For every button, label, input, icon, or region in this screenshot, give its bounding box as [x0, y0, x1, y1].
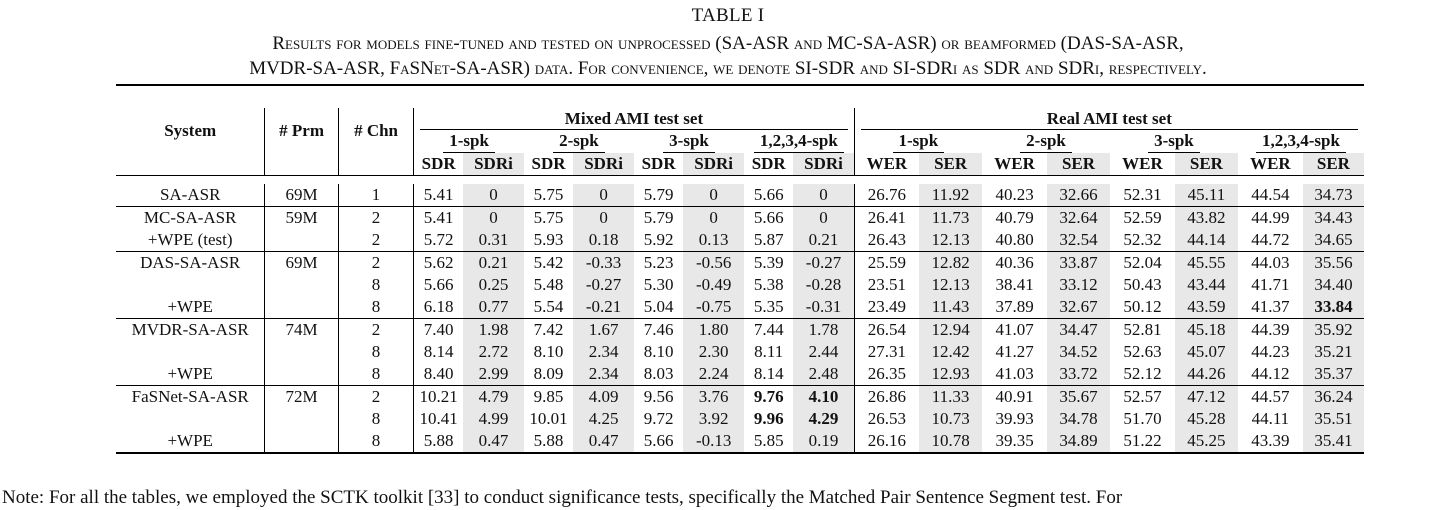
- table-label: TABLE I: [691, 5, 765, 26]
- sdri-cell: 0.25: [463, 274, 524, 296]
- sdr-cell: 5.04: [643, 297, 674, 316]
- wer-cell: 50.43: [1123, 275, 1162, 294]
- wer-cell: 52.59: [1110, 207, 1175, 230]
- header-sdri: SDRi: [573, 153, 634, 176]
- sdri-cell: 0.47: [463, 430, 524, 453]
- ser-cell: 33.84: [1303, 296, 1364, 319]
- header-wer: WER: [994, 154, 1035, 173]
- sdri-cell: 4.10: [793, 386, 854, 409]
- wer-cell: 27.31: [867, 342, 907, 361]
- sdr-cell: 5.39: [744, 252, 793, 275]
- sdr-cell: 5.41: [414, 184, 463, 207]
- wer-cell: 52.04: [1110, 252, 1175, 275]
- sdri-cell: -0.27: [793, 252, 854, 275]
- prm-cell: [265, 363, 338, 386]
- sdri-cell: 2.72: [463, 341, 524, 363]
- table-row: [116, 319, 1364, 342]
- wer-cell: 41.71: [1251, 275, 1290, 294]
- ser-cell: 33.12: [1047, 274, 1110, 296]
- table-row: [116, 296, 1364, 319]
- sdr-cell: 5.66: [634, 430, 683, 453]
- sdri-cell: 2.34: [573, 363, 634, 386]
- chn-cell: 8: [338, 296, 414, 319]
- ser-cell: 34.65: [1303, 229, 1364, 252]
- system-cell: [116, 408, 265, 430]
- sdri-cell: 2.99: [463, 363, 524, 386]
- sdr-cell: 9.76: [744, 386, 793, 409]
- sdr-cell: 9.72: [643, 409, 674, 428]
- sdr-cell: 5.41: [414, 207, 463, 230]
- sdr-cell: 5.79: [634, 207, 683, 230]
- header-real-3spk: 3-spk: [1148, 130, 1200, 153]
- sdr-cell: 5.85: [744, 430, 793, 453]
- sdr-cell: 10.01: [529, 409, 568, 428]
- sdr-cell: 5.48: [533, 275, 564, 294]
- ser-cell: 45.11: [1175, 184, 1238, 207]
- header-mixed-1spk: 1-spk: [443, 130, 495, 153]
- table-caption-line-1: Results for models fine-tuned and tested on unprocessed (SA-ASR and MC-SA-ASR) or beamformed (DAS-SA-ASR,: [272, 33, 1184, 54]
- wer-cell: 51.22: [1110, 430, 1175, 453]
- ser-cell: 35.67: [1047, 386, 1110, 409]
- ser-cell: 12.13: [919, 274, 982, 296]
- sdr-cell: 5.88: [414, 430, 463, 453]
- ser-cell: 35.37: [1303, 363, 1364, 386]
- sdr-cell: 8.14: [753, 364, 784, 383]
- sdr-cell: 10.21: [414, 386, 463, 409]
- sdri-cell: 2.44: [793, 341, 854, 363]
- wer-cell: 44.72: [1251, 230, 1290, 249]
- ser-cell: 12.13: [919, 229, 982, 252]
- sdri-cell: 0: [463, 184, 524, 207]
- sdr-cell: 5.62: [414, 252, 463, 275]
- header-wer: WER: [1122, 154, 1163, 173]
- sdri-cell: -0.75: [683, 296, 744, 319]
- wer-cell: 26.53: [867, 409, 907, 428]
- chn-cell: 2: [338, 319, 414, 342]
- wer-cell: 40.23: [995, 185, 1034, 204]
- ser-cell: 32.54: [1047, 229, 1110, 252]
- wer-cell: 26.35: [867, 364, 907, 383]
- ser-cell: 32.64: [1047, 207, 1110, 230]
- header-system: System: [164, 120, 217, 140]
- ser-cell: 35.92: [1303, 319, 1364, 342]
- header-sdr: SDR: [751, 154, 786, 173]
- ser-cell: 34.40: [1303, 274, 1364, 296]
- prm-cell: [265, 341, 338, 363]
- sdri-cell: 0: [573, 207, 634, 230]
- wer-cell: 26.86: [854, 386, 919, 409]
- wer-cell: 38.41: [995, 275, 1034, 294]
- ser-cell: 12.94: [919, 319, 982, 342]
- header-mixed-2spk: 2-spk: [553, 130, 605, 153]
- ser-cell: 11.43: [919, 296, 982, 319]
- ser-cell: 35.51: [1303, 408, 1364, 430]
- header-ser: SER: [1047, 153, 1110, 176]
- ser-cell: 47.12: [1175, 386, 1238, 409]
- ser-cell: 11.92: [919, 184, 982, 207]
- wer-cell: 40.36: [982, 252, 1047, 275]
- system-cell: MVDR-SA-ASR: [116, 319, 265, 342]
- system-cell: [116, 274, 265, 296]
- table-row: [116, 341, 1364, 363]
- header-sdri: SDRi: [463, 153, 524, 176]
- wer-cell: 52.81: [1110, 319, 1175, 342]
- sdr-cell: 8.10: [643, 342, 674, 361]
- chn-cell: 8: [338, 274, 414, 296]
- sdri-cell: 1.80: [683, 319, 744, 342]
- ser-cell: 11.73: [919, 207, 982, 230]
- ser-cell: 12.93: [919, 363, 982, 386]
- system-cell: +WPE: [167, 297, 213, 316]
- sdr-cell: 5.66: [414, 274, 463, 296]
- system-cell: +WPE (test): [147, 230, 233, 249]
- ser-cell: 34.73: [1303, 184, 1364, 207]
- chn-cell: 8: [338, 408, 414, 430]
- wer-cell: 41.07: [982, 319, 1047, 342]
- table-row: [116, 363, 1364, 386]
- system-cell: DAS-SA-ASR: [116, 252, 265, 275]
- sdr-cell: 9.96: [753, 409, 784, 428]
- prm-cell: 72M: [265, 386, 338, 409]
- table-row: [116, 408, 1364, 430]
- sdr-cell: 9.85: [524, 386, 573, 409]
- system-cell: MC-SA-ASR: [116, 207, 265, 230]
- wer-cell: 40.91: [982, 386, 1047, 409]
- chn-cell: 2: [338, 207, 414, 230]
- header-ser: SER: [1175, 153, 1238, 176]
- ser-cell: 44.26: [1175, 363, 1238, 386]
- sdri-cell: 0.31: [463, 229, 524, 252]
- header-sdri: SDRi: [683, 153, 744, 176]
- sdri-cell: 0: [463, 207, 524, 230]
- ser-cell: 32.67: [1047, 296, 1110, 319]
- system-cell: FaSNet-SA-ASR: [116, 386, 265, 409]
- sdri-cell: 0.47: [573, 430, 634, 453]
- table-caption-line-2: MVDR-SA-ASR, FaSNet-SA-ASR) data. For convenience, we denote SI-SDR and SI-SDRi as SDR and SDRi, respectively.: [249, 58, 1207, 79]
- chn-cell: 8: [338, 363, 414, 386]
- sdr-cell: 5.72: [414, 229, 463, 252]
- table-row: [116, 207, 1364, 230]
- header-prm: # Prm: [265, 108, 338, 153]
- wer-cell: 39.93: [995, 409, 1034, 428]
- prm-cell: [265, 408, 338, 430]
- sdri-cell: 0: [683, 184, 744, 207]
- sdr-cell: 7.46: [634, 319, 683, 342]
- sdr-cell: 5.92: [643, 230, 674, 249]
- ser-cell: 45.28: [1175, 408, 1238, 430]
- sdr-cell: 5.54: [533, 297, 564, 316]
- header-chn: # Chn: [338, 108, 414, 153]
- ser-cell: 34.43: [1303, 207, 1364, 230]
- sdri-cell: -0.49: [683, 274, 744, 296]
- ser-cell: 33.72: [1047, 363, 1110, 386]
- sdr-cell: 5.79: [643, 185, 674, 204]
- header-sdri: SDRi: [793, 153, 854, 176]
- sdri-cell: 1.67: [573, 319, 634, 342]
- ser-cell: 10.73: [919, 408, 982, 430]
- sdr-cell: 8.14: [414, 341, 463, 363]
- sdr-cell: 8.10: [533, 342, 564, 361]
- wer-cell: 44.54: [1251, 185, 1290, 204]
- wer-cell: 52.12: [1123, 364, 1162, 383]
- sdri-cell: 3.76: [683, 386, 744, 409]
- ser-cell: 43.82: [1175, 207, 1238, 230]
- sdr-cell: 5.38: [753, 275, 784, 294]
- sdr-cell: 7.44: [744, 319, 793, 342]
- sdr-cell: 5.66: [744, 207, 793, 230]
- wer-cell: 51.70: [1123, 409, 1162, 428]
- prm-cell: [265, 274, 338, 296]
- sdri-cell: 4.09: [573, 386, 634, 409]
- wer-cell: 44.39: [1238, 319, 1303, 342]
- wer-cell: 44.99: [1238, 207, 1303, 230]
- header-wer: WER: [866, 154, 908, 173]
- ser-cell: 43.44: [1175, 274, 1238, 296]
- prm-cell: 69M: [265, 252, 338, 275]
- sdri-cell: 0: [573, 184, 634, 207]
- header-real-2spk: 2-spk: [1020, 130, 1072, 153]
- sdri-cell: -0.33: [573, 252, 634, 275]
- wer-cell: 44.23: [1251, 342, 1290, 361]
- wer-cell: 41.27: [995, 342, 1034, 361]
- table-row: [116, 430, 1364, 453]
- sdr-cell: 5.88: [524, 430, 573, 453]
- sdri-cell: -0.56: [683, 252, 744, 275]
- ser-cell: 34.52: [1047, 341, 1110, 363]
- sdri-cell: 3.92: [683, 408, 744, 430]
- ser-cell: 35.56: [1303, 252, 1364, 275]
- wer-cell: 40.79: [982, 207, 1047, 230]
- header-mixed-all: 1,2,3,4-spk: [754, 130, 844, 153]
- header-wer: WER: [1250, 154, 1291, 173]
- sdr-cell: 5.42: [524, 252, 573, 275]
- sdri-cell: 2.24: [683, 363, 744, 386]
- sdri-cell: -0.13: [683, 430, 744, 453]
- sdr-cell: 5.87: [753, 230, 784, 249]
- ser-cell: 45.55: [1175, 252, 1238, 275]
- wer-cell: 37.89: [995, 297, 1034, 316]
- prm-cell: [265, 229, 338, 252]
- sdr-cell: 10.41: [414, 408, 463, 430]
- prm-cell: 69M: [265, 184, 338, 207]
- table-row: [116, 184, 1364, 207]
- ser-cell: 33.87: [1047, 252, 1110, 275]
- prm-cell: [265, 430, 338, 453]
- sdri-cell: 2.34: [573, 341, 634, 363]
- prm-cell: 59M: [265, 207, 338, 230]
- header-real-all: 1,2,3,4-spk: [1256, 130, 1346, 153]
- wer-cell: 41.03: [995, 364, 1034, 383]
- sdr-cell: 5.23: [634, 252, 683, 275]
- ser-cell: 35.21: [1303, 341, 1364, 363]
- ser-cell: 35.41: [1303, 430, 1364, 453]
- sdr-cell: 5.75: [533, 185, 564, 204]
- wer-cell: 26.54: [854, 319, 919, 342]
- header-real-1spk: 1-spk: [893, 130, 945, 153]
- sdr-cell: 7.40: [414, 319, 463, 342]
- wer-cell: 39.35: [982, 430, 1047, 453]
- wer-cell: 41.37: [1251, 297, 1290, 316]
- footnote: Note: For all the tables, we employed the SCTK toolkit [33] to conduct significance tests, specifically the Matched Pair Sentence Segment test. For: [2, 487, 1123, 508]
- wer-cell: 40.80: [995, 230, 1034, 249]
- sdri-cell: 0.77: [463, 296, 524, 319]
- ser-cell: 45.18: [1175, 319, 1238, 342]
- wer-cell: 44.03: [1238, 252, 1303, 275]
- wer-cell: 26.43: [867, 230, 907, 249]
- sdri-cell: 4.29: [793, 408, 854, 430]
- sdri-cell: 2.30: [683, 341, 744, 363]
- table-row: [116, 386, 1364, 409]
- sdri-cell: 0.21: [793, 229, 854, 252]
- sdr-cell: 5.30: [643, 275, 674, 294]
- chn-cell: 2: [338, 229, 414, 252]
- sdr-cell: 5.75: [524, 207, 573, 230]
- sdri-cell: -0.31: [793, 296, 854, 319]
- header-sdr: SDR: [421, 154, 456, 173]
- wer-cell: 52.57: [1110, 386, 1175, 409]
- table-row: [116, 274, 1364, 296]
- sdri-cell: 4.25: [573, 408, 634, 430]
- sdri-cell: 0.13: [683, 229, 744, 252]
- sdri-cell: 2.48: [793, 363, 854, 386]
- system-cell: +WPE: [116, 430, 265, 453]
- sdri-cell: 1.78: [793, 319, 854, 342]
- sdr-cell: 8.11: [754, 342, 784, 361]
- sdri-cell: -0.27: [573, 274, 634, 296]
- ser-cell: 44.14: [1175, 229, 1238, 252]
- header-mixed-ami: Mixed AMI test set: [420, 109, 847, 130]
- sdri-cell: 0.19: [793, 430, 854, 453]
- wer-cell: 25.59: [854, 252, 919, 275]
- table-row: [116, 229, 1364, 252]
- sdri-cell: 0: [793, 184, 854, 207]
- sdri-cell: 0.21: [463, 252, 524, 275]
- wer-cell: 44.11: [1251, 409, 1290, 428]
- ser-cell: 32.66: [1047, 184, 1110, 207]
- ser-cell: 12.82: [919, 252, 982, 275]
- ser-cell: 36.24: [1303, 386, 1364, 409]
- ser-cell: 34.89: [1047, 430, 1110, 453]
- sdr-cell: 8.09: [533, 364, 564, 383]
- header-ser: SER: [1303, 153, 1364, 176]
- ser-cell: 43.59: [1175, 296, 1238, 319]
- wer-cell: 23.49: [867, 297, 907, 316]
- sdri-cell: 0: [793, 207, 854, 230]
- ser-cell: 12.42: [919, 341, 982, 363]
- chn-cell: 2: [338, 252, 414, 275]
- ser-cell: 45.07: [1175, 341, 1238, 363]
- header-ser: SER: [919, 153, 982, 176]
- wer-cell: 26.76: [867, 185, 907, 204]
- system-cell: [116, 341, 265, 363]
- table-row: [116, 252, 1364, 275]
- prm-cell: [265, 296, 338, 319]
- ser-cell: 34.47: [1047, 319, 1110, 342]
- wer-cell: 26.41: [854, 207, 919, 230]
- chn-cell: 1: [338, 184, 414, 207]
- ser-cell: 10.78: [919, 430, 982, 453]
- header-real-ami: Real AMI test set: [861, 109, 1358, 130]
- header-sdr: SDR: [531, 154, 566, 173]
- wer-cell: 43.39: [1238, 430, 1303, 453]
- wer-cell: 52.32: [1123, 230, 1162, 249]
- wer-cell: 23.51: [867, 275, 907, 294]
- prm-cell: 74M: [265, 319, 338, 342]
- wer-cell: 44.57: [1238, 386, 1303, 409]
- ser-cell: 34.78: [1047, 408, 1110, 430]
- wer-cell: 50.12: [1123, 297, 1162, 316]
- wer-cell: 52.63: [1123, 342, 1162, 361]
- results-table: [116, 84, 1364, 454]
- sdr-cell: 5.35: [753, 297, 784, 316]
- sdri-cell: 4.99: [463, 408, 524, 430]
- chn-cell: 8: [338, 430, 414, 453]
- sdr-cell: 7.42: [524, 319, 573, 342]
- system-cell: SA-ASR: [159, 185, 221, 204]
- ser-cell: 11.33: [919, 386, 982, 409]
- sdri-cell: 4.79: [463, 386, 524, 409]
- sdr-cell: 5.66: [753, 185, 784, 204]
- results-table-body: [116, 184, 1364, 453]
- system-cell: +WPE: [167, 364, 213, 383]
- sdr-cell: 8.03: [643, 364, 674, 383]
- sdri-cell: -0.28: [793, 274, 854, 296]
- chn-cell: 2: [338, 386, 414, 409]
- chn-cell: 8: [338, 341, 414, 363]
- wer-cell: 52.31: [1123, 185, 1162, 204]
- sdr-cell: 5.93: [533, 230, 564, 249]
- wer-cell: 26.16: [854, 430, 919, 453]
- sdr-cell: 6.18: [414, 296, 463, 319]
- sdri-cell: 0: [683, 207, 744, 230]
- sdri-cell: 0.18: [573, 229, 634, 252]
- sdri-cell: 1.98: [463, 319, 524, 342]
- ser-cell: 45.25: [1175, 430, 1238, 453]
- sdr-cell: 9.56: [634, 386, 683, 409]
- wer-cell: 44.12: [1251, 364, 1290, 383]
- sdri-cell: -0.21: [573, 296, 634, 319]
- header-sdr: SDR: [641, 154, 676, 173]
- sdr-cell: 8.40: [414, 363, 463, 386]
- header-mixed-3spk: 3-spk: [663, 130, 715, 153]
